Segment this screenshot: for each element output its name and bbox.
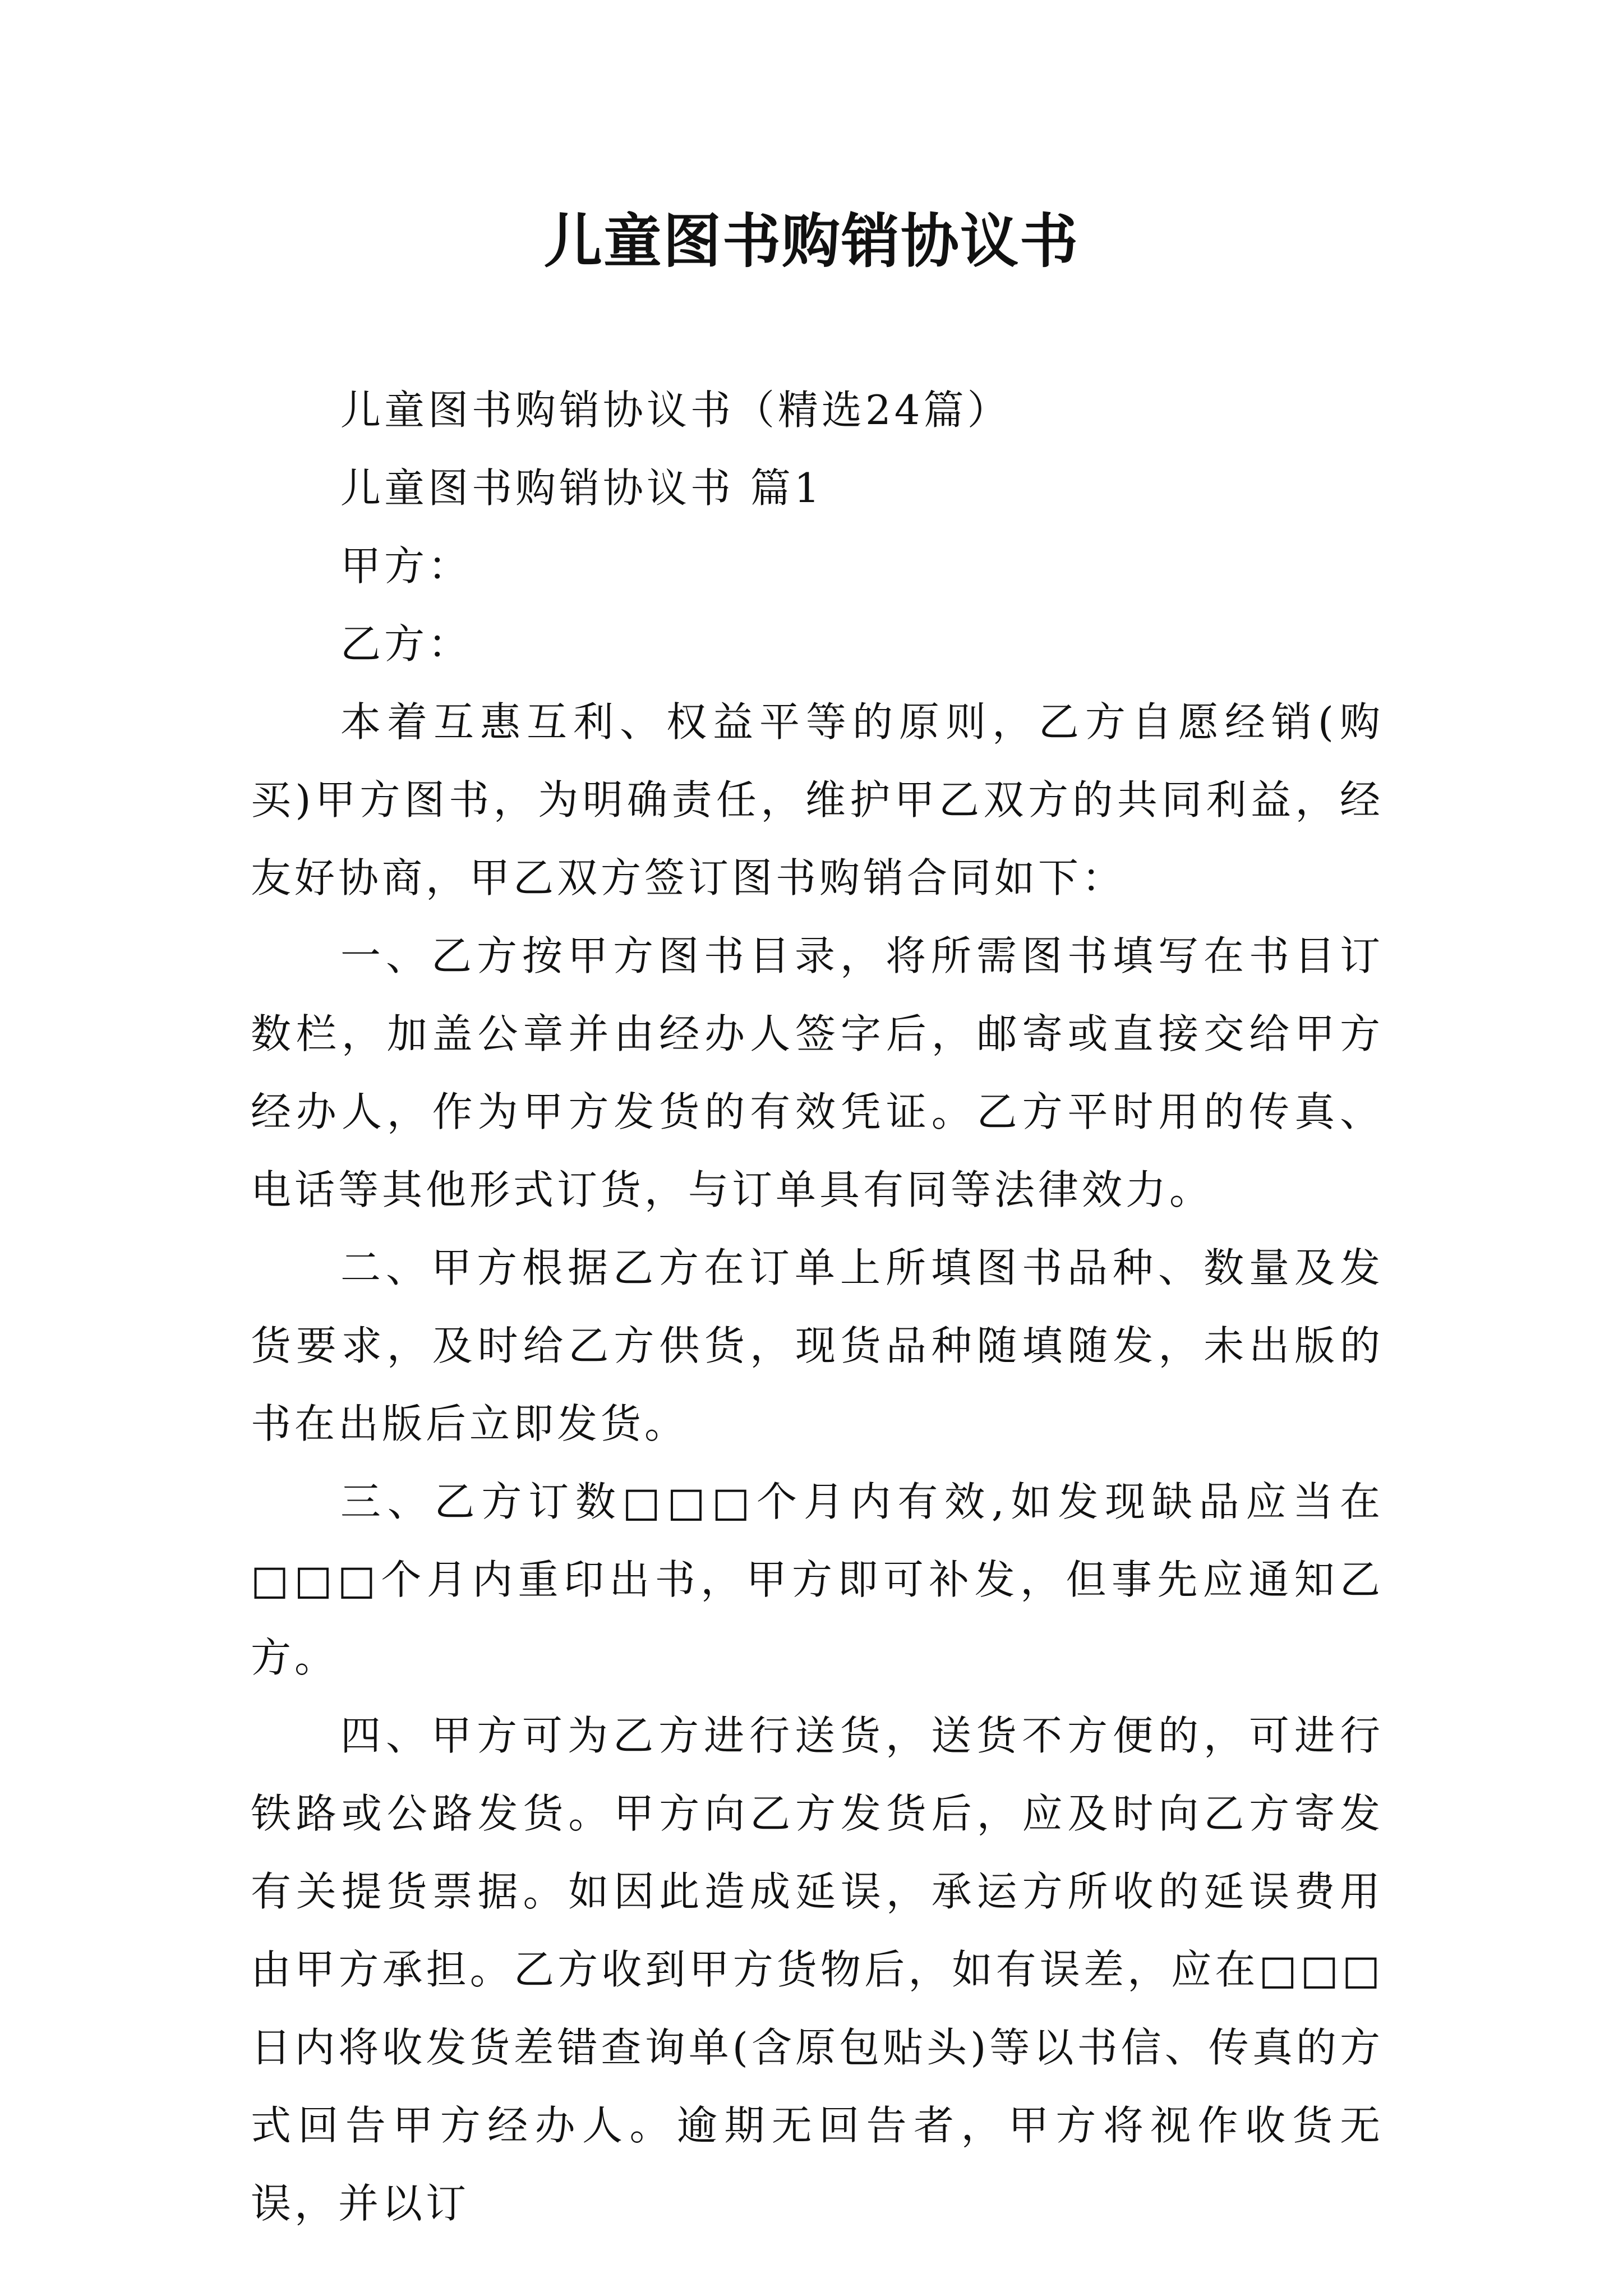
document-body (251, 371, 1384, 2243)
paragraph-clause-2: 二、甲方根据乙方在订单上所填图书品种、数量及发货要求，及时给乙方供货，现货品种随填随发，未出版的书在出版后立即发货。 (251, 1244, 1384, 1447)
document-title: 儿童图书购销协议书 (543, 206, 1079, 275)
paragraph-section-heading: 儿童图书购销协议书 篇1 (340, 464, 823, 512)
paragraph-party-a: 甲方： (340, 542, 472, 590)
paragraph-preamble: 本着互惠互利、权益平等的原则，乙方自愿经销(购买)甲方图书，为明确责任，维护甲乙双方的共同利益，经友好协商，甲乙双方签订图书购销合同如下： (251, 698, 1384, 901)
paragraph-party-b: 乙方： (340, 620, 472, 668)
paragraph-clause-4: 四、甲方可为乙方进行送货，送货不方便的，可进行铁路或公路发货。甲方向乙方发货后，应及时向乙方寄发有关提货票据。如因此造成延误，承运方所收的延误费用由甲方承担。乙方收到甲方货物后，如有误差，应在□□□日内将收发货差错查询单(含原包贴头)等以书信、传真的方式回告甲方经办人。逾期无回告者，甲方将视作收货无误，并以订 (251, 1712, 1384, 2227)
paragraph-clause-3: 三、乙方订数□□□个月内有效,如发现缺品应当在□□□个月内重印出书，甲方即可补发，但事先应通知乙方。 (251, 1478, 1384, 1681)
paragraph-subtitle: 儿童图书购销协议书（精选24篇） (340, 386, 1011, 434)
paragraph-clause-1: 一、乙方按甲方图书目录，将所需图书填写在书目订数栏，加盖公章并由经办人签字后，邮寄或直接交给甲方经办人，作为甲方发货的有效凭证。乙方平时用的传真、电话等其他形式订货，与订单具有同等法律效力。 (251, 932, 1384, 1213)
